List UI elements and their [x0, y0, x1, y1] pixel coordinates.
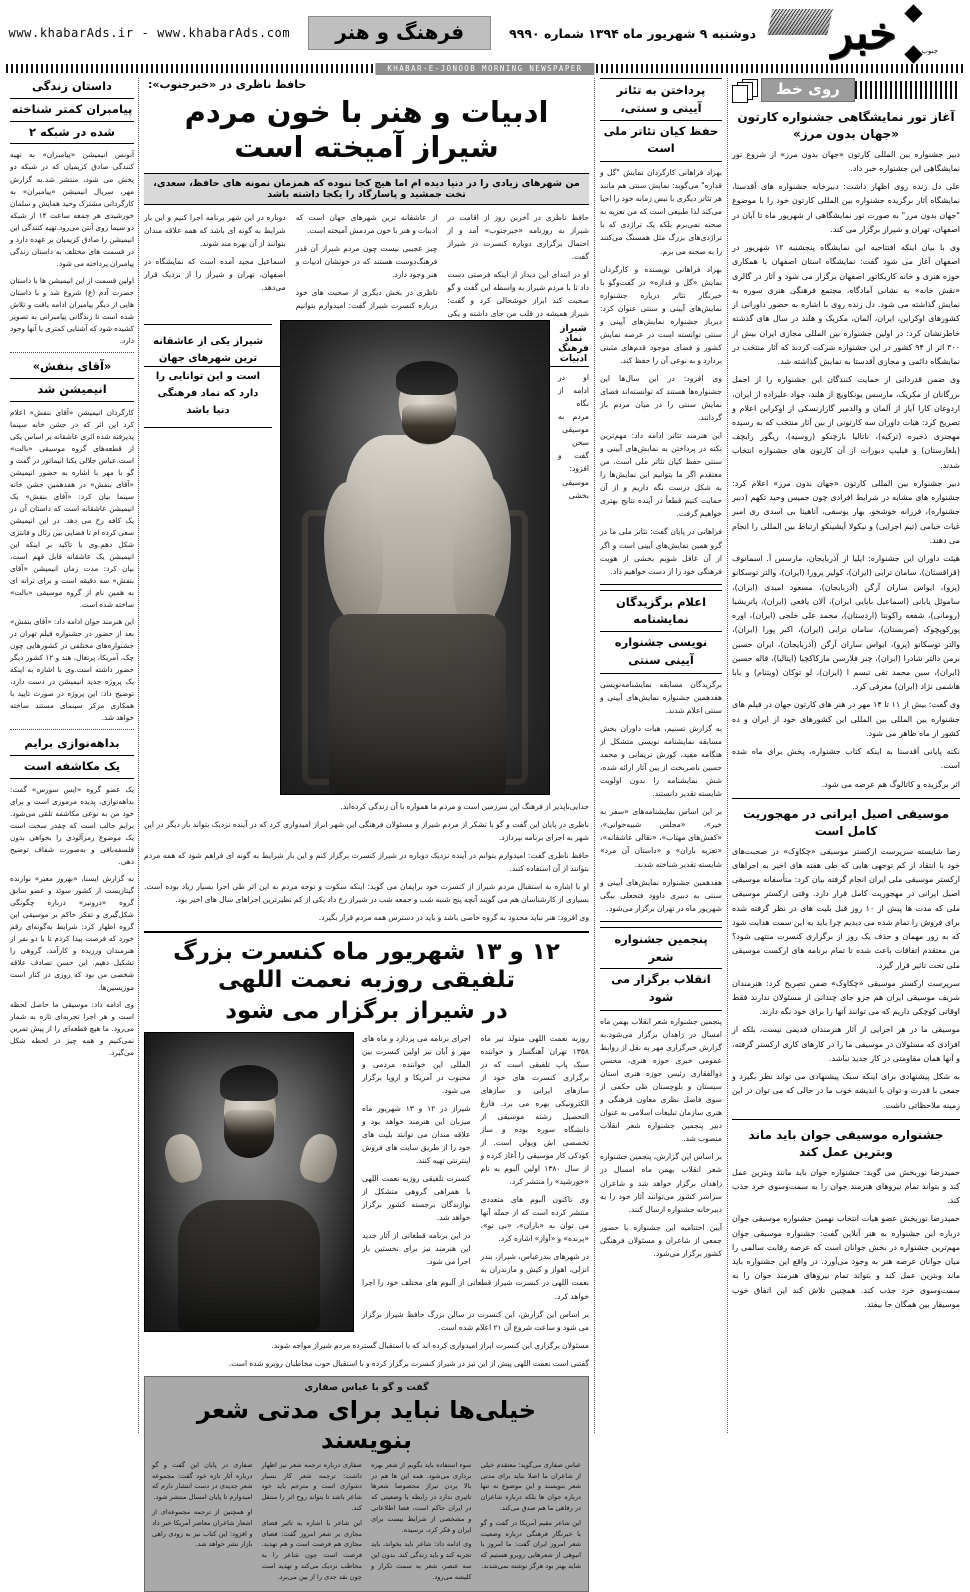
- left-article-3-p3: وی ادامه داد: موسیقی ما حاصل لحظه است و هر اجرا تجربه‌ای تازه به شمار می‌رود. ما هیچ قطعه‌ای را از پیش تمرین نمی‌کنیم و همه چیز در لحظه شکل می‌گیرد.: [10, 999, 134, 1057]
- main-article-c2-p2: ناظری در بخش دیگری از صحبت های خود درباره کنسرت شیراز گفت: امیدوارم بتوانیم دوباره در این شهر برنامه اجرا کنیم و این بار شرایط به گونه ای باشد که همه علاقه مندان بتوانند از آن بهره مند شوند.: [144, 212, 438, 311]
- right-article-1-p7: وی گفت: بیش از ۱۱ تا ۱۴ مهر در هنر های کارتون جهان در فیلم های جشنواره بین المللی بین المللی این کشورهای خود از ایران و ده کشور از ماه ظاهر می شود.: [732, 700, 960, 738]
- interview-headline: خیلی‌ها نباید برای مدتی شعر بنویسند: [196, 1395, 537, 1454]
- column-right: [728, 78, 964, 1433]
- main-article-c2-p3: وی افزود: هنر نباید محدود به گروه خاصی باشد و باید در دسترس همه مردم قرار بگیرد.: [318, 913, 589, 923]
- left-article-2: [10, 358, 134, 724]
- right-separator-1: [732, 798, 960, 799]
- column-middle: [594, 78, 728, 1433]
- mid-article-2: [600, 590, 722, 915]
- rooy-khat-label: روی خط: [761, 78, 855, 102]
- interview-c3-p1: صفاری درباره ترجمه شعر نیز اظهار داشت: ترجمه شعر کار بسیار دشواری است و مترجم باید خود شاعر باشد تا بتواند روح اثر را منتقل کند.: [261, 1460, 362, 1513]
- mid-article-1-p4: این هنرمند تئاتر ادامه داد: مهم‌ترین نکته در پرداختن به نمایش‌های آیینی و سنتی حفظ کیان تئاتر ملی است. من معتقدم اگر ما بتوانیم این نمایش‌ها را به شکل درست نگه داریم و از آن حمایت کنیم قطعاً در آینده نتایج بهتری خواهیم گرفت.: [600, 431, 722, 519]
- right-article-3: [732, 1127, 960, 1312]
- website-urls[interactable]: www.khabarAds.ir - www.khabarAds.com: [8, 26, 291, 40]
- left-article-1-p2: اولین قسمت از این انیمیشن ها با داستان حضرت آدم (ع) شروع شد و با داستان هایی از دیگر پیامبران ادامه یافت و تلاش شده است تا زندگانی پیامبرانی به تصویر کشیده شود که آشنایی کمتری با آنها وجود دارد.: [10, 275, 134, 345]
- mid-article-2-p4: هفدهمین جشنواره نمایش‌های آیینی و سنتی به دبیری داوود فتحعلی بیگی شهریور ماه در تهران برگزار می‌شود.: [600, 877, 722, 913]
- right-article-1-p6: هیئت داوران این جشنواره: ایلیا از آذربایجان، مارسس آ. اسمانوف (قزاقستان)، سامان ترابی (ایران)، کولیر پرورا (ایران)، والتر توسکانو (پرو)، ایواس ساران آرگن (آذربایجان)، مسعود امیدی (ایران)، ساموئل یابانی (اسماعیل بابایی ایران)، آلان یافعی (ایران)، پاتریشیا (رومانی)، شفعه راکونتا (اردستان)، محمد علی خلجی (ایران)، اوره پورکوپچوک (صربستان)، سامان ترابی (ایران)، اکبر پورا (ایران)، والتر توسکانو (پرو)، ایواس ساران آرگن (آذربایجان)، ایران حسین برمن دالتر شادرا (ایران)، چنر فلارسن مارکاکچیا (ایتالیا)، قاله حسین (ایران)، سین محمد تقی تبسم ا (ایران)، لو توکان (ویتنام) و بابا هاشمی نژاد (ایران) معرفی کرد.: [732, 554, 960, 692]
- mid-separator-1: [600, 584, 722, 585]
- pages-stack-icon: [732, 79, 758, 101]
- column-left: [6, 78, 139, 1433]
- banner-bars-decoration: [855, 81, 960, 99]
- photo-halftone-grain: [281, 321, 549, 794]
- main-article-footer-p2: او با اشاره به استقبال مردم شیراز از کنسرت خود برایمان می گوید: اینکه سکوت و توجه مردم به این اثر طی اجرا بسیار زیاد بوده است. بسیاری از کارشناسان هم می گویند آنچه پنج شنبه شب و جمعه شب در شیراز رخ داد یکی از کم نظیرترین اجراهای سال های اخیر بود.: [144, 882, 589, 905]
- main-article-subhead: من شهرهای زیادی را در دنیا دیده ام اما هیچ کجا نبوده که همزمان نمونه های حافظ، سعدی، تخت جمشید و پاسارگاد را یکجا داشته باشد: [144, 173, 589, 205]
- mid-article-2-p1: برگزیدگان مسابقه نمایشنامه‌نویسی هفدهمین جشنواره نمایش‌های آیینی و سنتی اعلام شدند.: [600, 679, 722, 715]
- left-article-2-p2: این هنرمند جوان ادامه داد: «آقای بنفش» بعد از حضور در جشنواره فیلم تهران در جشنواره‌های مختلفی در کشورهایی چون چک، آمریکا، پرتغال، هند و ۱۲ کشور دیگر حضور داشته است.وی با اشاره به اینکه یک پروژه جدید انیمیشن در دست دارد، توضیح داد: این پروژه در صورت تایید با همکاری مرکز سینمای مستند ساخته خواهد شد.: [10, 617, 134, 723]
- right-article-1-p9: اثر برگزیده و کاتالوگ هم عرضه می شود.: [821, 779, 960, 789]
- mid-article-3-headline-line2: انقلاب برگزار می شود: [611, 972, 711, 1005]
- mid-article-3: [600, 927, 722, 1260]
- mid-article-1: [600, 78, 722, 578]
- mid-article-1-headline-box: [600, 78, 722, 162]
- concert-article-c3-p3: مسئولان برگزاری این کنسرت ابراز امیدواری کرده اند که با استقبال گسترده مردم شیراز مواجه شوند.: [271, 1340, 589, 1350]
- main-article-pullquote: شیراز یکی از عاشقانه ترین شهرهای جهان است و این توانایی را دارد که نماد فرهنگی دنیا باشد: [144, 324, 272, 428]
- mid-article-3-p2: بر اساس این گزارش، پنجمین جشنواره شعر انقلاب بهمن ماه امسال در زاهدان برگزار خواهد شد و شاعران سراسر کشور می‌توانند آثار خود را به دبیرخانه جشنواره ارسال کنند.: [600, 1152, 722, 1214]
- right-article-1-p3: وی با بیان اینکه افتتاحیه این نمایشگاه پنجشنبه ۱۲ شهریور در اصفهان آغاز می شود گفت: نمایشگاه استان اصفهان با همکاری حوزه هنری و خانه کاریکاتور اصفهان برگزار می شود و آثار در گالری «نقش خانه» به نشانی آمادگاه، مجتمع فرهنگی هنری سوره به نمایش گذاشته می شود. دل زنده روی با اشاره به حضور داورانی از کشورهای اوکراین، ایران، آلمان، مکزیک و هلند در سال های گذشته خاطرنشان کرد: در اولین جشنواره بین المللی مجازی ایران بیش از ۳۰۰ اثر از ۹۴ کشور در این جشنواره شرکت کردند که آثار منتخب در نمایشگاه دائمی و مجازی آقدستا به نمایش گذاشته شد.: [732, 243, 961, 367]
- left-article-1-headline-line1: داستان زندگی: [10, 78, 134, 99]
- newspaper-latin-name: KHABAR-E-JONOOB MORNING NEWSPAPER: [375, 63, 594, 75]
- left-article-1-headline-line3: شده در شبکه ۲: [10, 124, 134, 145]
- mid-article-1-p3: وی افزود: در این سال‌ها این جشنواره‌ها هستند که توانسته‌اند فضای نمایش سنتی را در میان مردم باز گردانند.: [600, 373, 722, 423]
- page-grid: [6, 78, 964, 1581]
- right-article-1-p5: دبیر جشنواره بین المللی کارتون «جهان بدون مرز» اعلام کرد: جشنواره های مشابه در شرایط افرادی چون جمیس وحید تکهم (دبیر جشنواره)، فرزانه خوشخو، بهار یوسفی، آناهیتا بی اسدی ری امیر غیاث خیامی (تیم اجرایی) و نیکولا آیشینکو ارتباط بین المللی را انجام می دهند.: [732, 478, 960, 545]
- left-article-1-headline-line2: پیامبران کمتر شناخته: [10, 101, 134, 122]
- column-main: [139, 78, 594, 1581]
- left-article-1: [10, 78, 134, 347]
- decorative-comb-strip: [6, 64, 964, 73]
- main-article-kicker: حافظ ناظری در «خبرجنوب»:: [148, 78, 307, 91]
- interview-c2-p1: سوء استفاده باید بگویم از شعر بهره برداری می‌شود. همه این ها هم در بالا بردن تیراژ محصوصا شعرها تاثیری ندارد در رابطه با وضعیتی که در ایران حاکم است، فضا اطلاعاتی و مشخصی از شرایط نیست برای ایران و فکر کرد، نرسیده.: [371, 1460, 472, 1534]
- mid-article-2-p3: بر این اساس نمایشنامه‌های «سفر به خیر»، «مجلس شبیه‌خوانی»، «کفش‌های مهتاب»، «نقالی عاشقانه»، «تعزیه باران» و «داستان آن مرد» شایسته تقدیر شناخته شدند.: [600, 807, 722, 869]
- left-separator-2: [10, 729, 134, 730]
- interview-kicker: گفت و گو با عباس صفاری: [304, 1381, 429, 1393]
- mid-article-2-headline-line1: اعلام برگزیدگان نمایشنامه: [600, 594, 722, 633]
- mid-article-1-p2: بهزاد فراهانی نویسنده و کارگردان نمایش «گل و قداره» در گفت‌وگو با خبرنگار تئاتر درباره جشنواره نمایش‌های آیینی و سنتی عنوان کرد: دیرباز جشنواره نمایش‌های آیینی و سنتی توانسته است در عرصه نمایش کشور و فضای موجود قدم‌های مثبتی بردارد و به نوعی آن را حفظ کند.: [600, 264, 722, 365]
- main-article-body-columns: [144, 211, 589, 320]
- page-section-title: فرهنگ و هنر: [308, 16, 491, 50]
- logo-wordmark: خبر: [764, 5, 964, 61]
- left-article-2-headline-line1: «آقای بنفش»: [10, 358, 134, 379]
- right-article-2: [732, 806, 960, 1113]
- mid-article-3-p1: پنجمین جشنواره شعر انقلاب بهمن ماه امسال در زاهدان برگزار می‌شود.به گزارش خبرگزاری مهر به نقل از روابط عمومی خبری حوزه هنری، محسن ذوالفقاری رئیس حوزه هنری استان سیستان و بلوچستان طی حکمی از سوی فاضل نظری معاون فرهنگی و هنری سازمان تبلیغات اسلامی به عنوان دبیر پنجمین جشنواره شعر انقلاب منصوب شد.: [600, 1016, 722, 1144]
- right-separator-2: [732, 1119, 960, 1120]
- concert-article-headline-line2: در شیراز برگزار می شود: [225, 997, 508, 1024]
- interview-c4-p2: او همچنین از ترجمه مجموعه‌ای از اشعار شاعران معاصر آمریکا خبر داد و افزود: این کتاب نیز به زودی راهی بازار نشر خواهد شد.: [152, 1508, 253, 1549]
- interview-c3-p2: این شاعر با اشاره به تاثیر فضای مجازی بر شعر امروز گفت: فضای مجازی هم فرصت است و هم تهدید. فرصت است چون شاعر را به مخاطب نزدیک می‌کند و تهدید است چون نقد جدی را از بین می‌برد.: [261, 1518, 362, 1581]
- main-article-c3-p3: ناظری در پایان این گفت و گو با تشکر از مردم شیراز و مسئولان فرهنگی این شهر ابراز امیدواری کرد که در آینده نزدیک بتواند بار دیگر در این شهر به اجرای برنامه بپردازد.: [144, 820, 589, 843]
- left-article-3-p2: به گزارش ایسنا، «بهروز معبر» نوازنده گیتاریست از کشور سوئد و عضو سابق گروه «درونیز» درباره چگونگی شکل‌گیری و تفکر حاکم بر موسیقی این گروه اظهار کرد: شرایط به‌گونه‌ای رقم خورد که فرصت پیدا کردم تا با دو نفر از هنرمندان ورزیده و کارآمد، گروهی را تشکیل دهیم. این حسن تصادف علاقه شخصی من بود که روزی در کنار است موزیسین‌ها.: [10, 874, 134, 992]
- main-separator-1: [144, 931, 589, 933]
- right-article-2-p4: به شکل پیشنهادی برای اینکه سبک پیشنهادی می تواند نظر بگیرد و جمعی با قدرت و توان با اندیشه خوب ما در حالی که می توان در این زمینه ملاحظاتی داشت.: [732, 1072, 960, 1110]
- mid-article-1-headline-line2: حفظ کیان تئاتر ملی است: [603, 123, 719, 156]
- concert-article-c3-p1: کنسرت تلفیقی روزبه نعمت اللهی با همراهی گروهی متشکل از نوازندگان برجسته کشور برگزار خواهد شد.: [362, 1174, 471, 1223]
- photo-roozbeh-nematollahi: [144, 1032, 354, 1332]
- left-article-3-p1: یک عضو گروه «ایس سورس» گفت: بداهه‌نوازی، پدیده مرموزی است و برای خود من به نوعی مکاشفه تلقی می‌شود. برایم جالب است که چقدر سخت است یک موضوع رمزآلودی را بخواهی بدون فلسفه‌بافی و به‌صورت شفاف توضیح دهی.: [10, 785, 134, 867]
- left-separator-1: [10, 352, 134, 353]
- left-article-2-headline-line2: انیمیشن شد: [10, 381, 134, 402]
- mid-article-3-headline-box: [600, 927, 722, 1011]
- mid-article-2-headline-box: [600, 590, 722, 674]
- concert-article: [144, 938, 589, 1370]
- main-article-c1-p1: حافظ ناظری در آخرین روز از اقامت در شیراز به روزنامه «خبرجنوب» آمد و از احتمال برگزاری دوباره کنسرت در شیراز گفت.: [447, 212, 589, 261]
- right-article-2-p3: موسیقی ما در هر اجرایی از آثار هنرمندان قدیمی نیست، بلکه از افرادی که مسئولان در موسیقی ما را در کارهای کاری ارکستر گرفته، و آنها همان مقاومتی در کار جدید نباشد.: [732, 1025, 960, 1063]
- concert-article-headline-line1: ۱۲ و ۱۳ شهریور ماه کنسرت بزرگ تلفیقی روزبه نعمت اللهی: [173, 938, 560, 993]
- mid-article-2-p2: به گزارش تسنیم، هیات داوران بخش مسابقه نمایشنامه نویسی متشکل از هنگامه مفید، کورش نریمانی و محمد حسین ناصربخت از بین آثار ارائه شده، شش نمایشنامه را بدون اولویت شایسته تقدیر دانستند.: [600, 724, 722, 799]
- left-article-3-headline-line2: یک مکاشفه است: [10, 758, 134, 779]
- right-article-2-p1: رضا شایسته سرپرست ارکستر موسیقی «چکاوک» در صحبت‌های خود با انتقاد از کم توجهی هایی که طی هفته های اخیر به اجراهای ارکستر موسیقی ملی ایران انجام گرفته بیان کرد: متأسفانه موسیقی اصیل ایرانی در مهجوریت کامل قرار دارد. وقتی ارکستر موسیقی ملی که مدت ها پیش از ۱۰ روز قبل بلیت های در نظر گرفته شده برای فروش را تمام شده می دیدیم چرا باید به این سمت هدایت شود که به زور مهمان و حذف یک روز از برگزاری کنسرت منتهی شود؟ من معتقدم اتفاقات باعث شده تا تمام برنامه های ارکست موسیقی ملی تحت تاثیر قرار گیرد.: [732, 846, 960, 970]
- interview-c1-p1: عباس صفاری می‌گوید: معتقدم خیلی از شاعران ما اصلا نباید برای مدتی شعر بنویسند و این موضوع نه تنها درباره جوان ها بلکه درباره شاعران در رفاهی ما هم صدق می‌کند.: [480, 1460, 581, 1513]
- mid-article-1-p1: بهزاد فراهانی کارگردان نمایش "گل و قداره" می‌گوید: نمایش سنتی هم مانند هر تئاتر دیگری با نبض زمانه خود را احیا می‌کند لذا طبیعی است که من تعزیه به صحنه نمی‌برم بلکه یک تراژدی که با تراژدی‌های بزرگ مثل همسنگ می‌کنند را به صحنه می برم.: [600, 168, 722, 256]
- concert-article-c3-p2: در این برنامه قطعاتی از آثار جدید این هنرمند نیز برای نخستین بار اجرا می شود.: [362, 1231, 471, 1267]
- right-article-1-p4: وی ضمن قدردانی از حمایت کنندگان این جشنواره را از اجمل بزرگانان از مکریک، مارسس یونکاویچ از هلند، جواد علیزاده از ایران، اردوغان کارا آیاز از آلمان و والدمیر گازارنسکی از اوکراین اعلام و تصریح کرد: هیات داوران سه کارتونی از بین آثار منتخب که به رسیده مهجتری ذخیره (ترکیه)، ناتالیا بارچنکو (روسیه)، ریگور رایچف (بلغارستان) و فیلیپ دیورات از آن کارتون های جشنواره انتخاب شدند.: [732, 375, 960, 470]
- right-article-1-p2: علی دل زنده روی اظهار داشت: دبیرخانه جشنواره های آقدستا، نمایشگاه آثار برگزیده جشنواره بین المللی کارتون خود را با موضوع "جهان بدون مرز" به صورت تور نمایشگاهی از شهریور ماه تا آبان در اصفهان، تهران و شیراز برگزار می کند.: [732, 182, 960, 234]
- concert-article-c2-p3: بر اساس این گزارش، این کنسرت در سالن بزرگ حافظ شیراز برگزار می شود و ساعت شروع آن ۲۱ اعلام شده است.: [362, 1309, 589, 1332]
- right-article-1: [732, 109, 960, 792]
- interview-body-columns: [152, 1460, 581, 1583]
- right-article-2-p2: سرپرست ارکستر موسیقی «چکاوک» ضمن تصریح کرد: هنرمندان شریف موسیقی ایران هم جزو جای چندانی از مسئولان ندارند فقط اوقاتی کوچکی داریم که می توانند آنها را برای خود نگه دارند.: [732, 978, 960, 1017]
- masthead: [6, 4, 964, 62]
- issue-date-line: دوشنبه ۹ شهریور ماه ۱۳۹۴ شماره ۹۹۹۰: [509, 25, 756, 41]
- concert-article-c2-p2: شیراز در ۱۲ و ۱۳ شهریور ماه میزبان این هنرمند خواهد بود و علاقه مندان می توانند بلیت های خود را از طریق سایت های فروش اینترنتی تهیه کنند.: [362, 1103, 471, 1166]
- concert-article-c1-p1: روزبه نعمت اللهی متولد تیر ماه ۱۳۵۸ تهران آهنگساز و خواننده سبک پاپ تلفیقی است که در برگزاری کنسرت های خود از سازهای ایرانی و سازهای الکترونیکی بهره می برد. فارغ التحصیل رشته موسیقی از دانشگاه سوره بوده و ساز تخصصی اش ویولن است. از کودکی کار موسیقی را آغاز کرده و از سال ۱۳۸۰ اولین آلبوم به نام «خورشید» را منتشر کرد.: [480, 1033, 589, 1187]
- mid-article-2-headline-line2: نویسی جشنواره آیینی سنتی: [614, 635, 708, 668]
- main-article-footer-p1: حافظ ناظری گفت: امیدوارم بتوانم در آینده نزدیک دوباره در شیراز کنسرت برگزار کنم و این بار شرایط به گونه ای فراهم شود که همه مردم بتوانند از آن استفاده کنند.: [144, 851, 589, 874]
- mid-separator-2: [600, 921, 722, 922]
- right-article-1-p1: دبیر جشنواره بین المللی کارتون «جهان بدون مرز» از شروع تور نمایشگاهی این جشنواره خبر داد.: [732, 149, 960, 174]
- left-article-3: [10, 735, 134, 1058]
- newspaper-logo[interactable]: [764, 5, 964, 61]
- main-article-c2-p1: چیز عجیبی نیست چون مردم شیراز آن قدر فرهنگ‌دوست هستند که در خونشان ادبیات و هنر وجود دارد.: [295, 243, 438, 279]
- photo-hafez-nazeri: [280, 320, 550, 795]
- concert-article-c2-p1: در شهرهای بندرعباس، شیراز، بندر انزلی، اهواز و کیش و مازندران به اجرای برنامه می پردازد و ماه های مهر و آبان نیز اولین کنسرت بین المللی این خواننده مردمی و محبوب در آمریکا و اروپا برگزار می شود.: [362, 1033, 589, 1275]
- right-article-1-headline: آغاز تور نمایشگاهی جشنواره کارتون «جهان بدون مرز»: [737, 110, 955, 142]
- concert-article-body-columns: [362, 1032, 589, 1277]
- interview-article: [144, 1376, 589, 1592]
- left-article-1-p1: آنونس انیمیشن «پیامبران» به تهیه کنندگی صادق کریمیان که در شبکه دو پخش می شود، منتشر شد.به گزارش مهر، سریال انیمیشن «پیامبران» به کارگردانی مشترک وحید همایش و سلمان خورشیدی هر جمعه ساعت ۱۴ از شبکه دو سیما روی آنتن می‌رود.تهیه کنندگی این انیمیشن را صادق کریمیان بر عهده دارد و در قسمت های مختلف به داستان زندگی پیامبران پرداخته می شود.: [10, 150, 134, 268]
- main-article-c3-p2: او در ادامه از نگاه مردم به موسیقی سخن گفت و افزود: موسیقی بخشی جدایی‌ناپذیر از فرهنگ این سرزمین است و مردم ما همواره با آن زندگی کرده‌اند.: [340, 373, 589, 812]
- mid-article-1-headline-line1: پرداختن به تئاتر آیینی و سنتی،: [600, 82, 722, 121]
- interview-c1-p2: این شاعر مقیم آمریکا در گفت و گو با خبرنگار فرهنگی درباره وضعیت شعر امروز ایران گفت: ما امروز با انبوهی از شعرهایی روبرو هستیم که شاید بهتر بود هرگز نوشته نمی‌شدند.: [480, 1518, 581, 1571]
- concert-article-c1-p3: نعمت اللهی در کنسرت شیراز قطعاتی از آلبوم های مختلف خود را اجرا خواهد کرد.: [362, 1278, 589, 1301]
- right-article-3-headline: جشنواره موسیقی جوان باید ماند وبترین عمل کند: [748, 1127, 944, 1160]
- mid-article-3-p3: آیین اختتامیه این جشنواره با حضور جمعی از شاعران و مسئولان فرهنگی کشور برگزار می‌شود.: [600, 1222, 722, 1258]
- right-article-3-p2: حمیدرضا نوربخش عضو هیات انتخاب نهمین جشنواره موسیقی جوان درباره این جشنواره به هنر آنلاین گفت: جشنواره موسیقی جوان مهم‌ترین جشنواره در بخش جوانان است که عرصه رقابت سالمی را میان جوانان عرصه هنر به وجود می‌آورد. در واقع این جشنواره باید ماند وبترین عمل کند و بتواند تمام نیروهای هنرمند جوان را به سمت‌وسوی خرد جذب کند. همچنین تلاش کند این اتفاق خوب موسیقار بین همگان جا بیفتد.: [732, 1214, 960, 1309]
- left-article-3-headline-line1: بداهه‌نوازی برایم: [10, 735, 134, 756]
- concert-article-c3-p4: گفتنی است نعمت اللهی پیش از این نیز در شیراز کنسرت برگزار کرده و با استقبال خوب مخاطبان روبرو شده است.: [228, 1358, 589, 1368]
- mid-article-3-headline-line1: پنجمین جشنواره شعر: [600, 931, 722, 970]
- left-article-2-p1: کارگردان انیمیشن «آقای بنفش» اعلام کرد این اثر که در جشن خانه سینما پذیرفته شده اثری عاشقانه بر اساس یکی از قطعه‌های گروه موسیقی «بالت» است.عباس جلالی یکتا انیماتور در گفت و گو با مهر با اشاره به حضور انیمیشن «آقای بنفش» در هفدهمین جشن خانه سینما بیان کرد: «آقای بنفش» یک انیمیشن عاشقانه است که داستان آن در یک کافه رخ می دهد. در این انیمیشن سعی کرده ام تا فضایی بین رئال و فانتزی شکل دهم.وی با تاکید بر اینکه این انیمیشن یک عاشقانه قابل فهم است، بیان کرد: مدت زمان انیمیشن «آقای بنفش» سه دقیقه است و برای ترانه ای به همین نام از گروه موسیقی «بالت» ساخته شده است.: [10, 407, 134, 610]
- right-article-2-headline: موسیقی اصیل ایرانی در مهجوریت کامل است: [742, 806, 949, 839]
- rooy-khat-banner: [732, 78, 960, 102]
- main-article-c3-p1: اسماعیل مجید آمده است که نمایشگاه در اصفهان، تهران و شیراز را از نزدیک قرار می‌دهد.: [144, 256, 286, 292]
- interview-c4-p1: صفاری در پایان این گفت و گو درباره آثار تازه خود گفت: مجموعه شعر جدیدی در دست انتشار دارم که امیدوارم تا پایان امسال منتشر شود.: [152, 1460, 253, 1502]
- main-article-c1-p2: او در ابتدای این دیدار از اینکه فرصتی دست داد تا با مردم شیراز به واسطه این گفت و گو صحبت کند ابراز خوشحالی کرد و گفت: شیراز همیشه در قلب من جای داشته و یکی از عاشقانه ترین شهرهای جهان است که ادبیات و هنر با خون مردمش آمیخته است.: [295, 212, 589, 319]
- main-article: [144, 78, 589, 925]
- right-article-1-p8: نکته پایانی آقدستا به اینکه کتاب جشنواره، پخش برای ماه شده است.: [732, 747, 960, 771]
- concert-article-c1-p2: وی تاکنون آلبوم های متعددی منتشر کرده است که از جمله آنها می توان به «باران»، «بی تو»، «پرنده» و «آواز» اشاره کرد.: [480, 1195, 589, 1244]
- logo-subtext: جنوب: [921, 47, 938, 55]
- interview-c2-p2: وی ادامه داد: شاعر باید بخواند، باید تجربه کند و باید زندگی کند. بدون این سه عنصر، شعر به سمت تکرار و کلیشه می‌رود.: [371, 1540, 472, 1581]
- mid-article-1-p5: فراهانی در پایان گفت: تئاتر ملی ما در گرو همین نمایش‌های آیینی است و اگر از آن غافل شویم بخشی از هویت فرهنگی خود را از دست خواهیم داد.: [600, 527, 722, 576]
- main-article-headline: ادبیات و هنر با خون مردم شیراز آمیخته است: [184, 95, 549, 165]
- right-article-3-p1: حمیدرضا نوربخش می گوید: جشنواره جوان باید مانند وبترین عمل کند و بتواند تمام نیروهای هنرمند جوان را به سمت‌وسوی خرد جذب کند.: [732, 1167, 960, 1206]
- photo2-halftone-grain: [145, 1033, 353, 1331]
- main-article-inline-subhead: شیراز نماد فرهنگ ادبیات: [144, 324, 589, 367]
